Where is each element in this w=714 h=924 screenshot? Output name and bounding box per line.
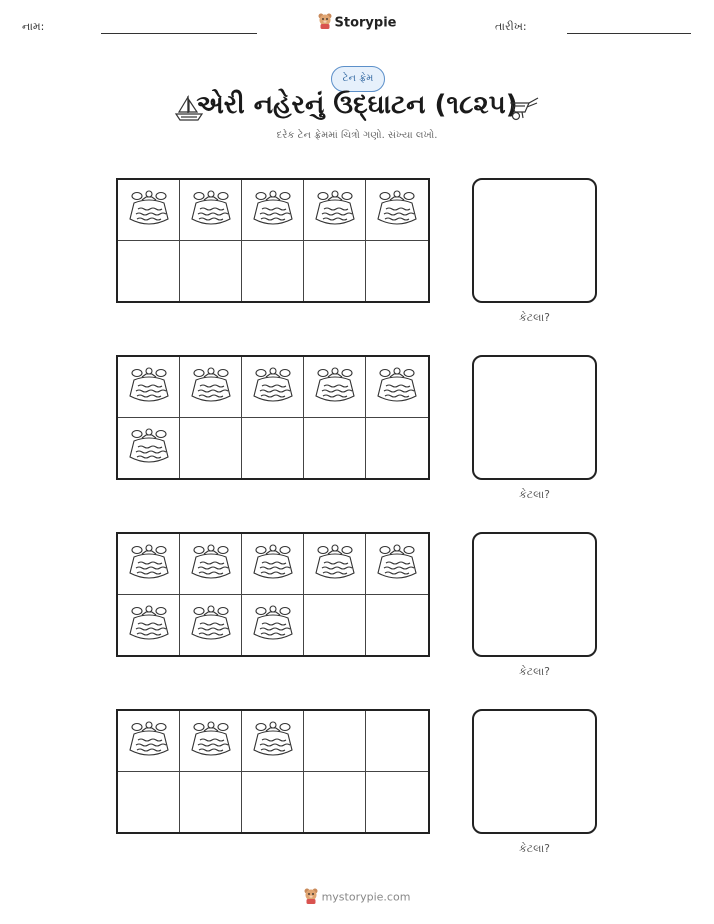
footer	[0, 888, 714, 907]
ten-frame-4	[116, 709, 430, 834]
bear-logo-icon	[318, 13, 332, 33]
frame-cell	[366, 772, 428, 833]
frame-cell	[366, 418, 428, 479]
basket-icon	[374, 541, 420, 587]
frame-cell	[366, 180, 428, 241]
frame-cell	[304, 711, 366, 772]
frame-cell	[366, 534, 428, 595]
answer-box-3[interactable]	[472, 532, 597, 657]
frame-cell	[304, 534, 366, 595]
date-field[interactable]	[567, 33, 691, 34]
frame-cell	[180, 241, 242, 302]
basket-icon	[374, 364, 420, 410]
answer-box-2[interactable]	[472, 355, 597, 480]
frame-cell	[304, 418, 366, 479]
how-many-prompt-3: કેટલા?	[518, 665, 551, 678]
basket-icon	[250, 364, 296, 410]
frame-cell	[118, 534, 180, 595]
frame-cell	[180, 534, 242, 595]
how-many-prompt-2: કેટલા?	[518, 488, 551, 501]
basket-icon	[126, 425, 172, 471]
basket-icon	[188, 541, 234, 587]
ten-frame-3	[116, 532, 430, 657]
frame-cell	[242, 357, 304, 418]
frame-cell	[242, 418, 304, 479]
frame-cell	[180, 418, 242, 479]
basket-icon	[374, 187, 420, 233]
frame-cell	[366, 241, 428, 302]
frame-cell	[304, 357, 366, 418]
basket-icon	[250, 541, 296, 587]
frame-cell	[180, 772, 242, 833]
basket-icon	[126, 718, 172, 764]
basket-icon	[126, 541, 172, 587]
basket-icon	[188, 187, 234, 233]
frame-cell	[180, 357, 242, 418]
name-label: નામ:	[22, 20, 45, 33]
page-title: એરી નહેરનું ઉદ્ઘાટન (૧૮૨૫)	[196, 90, 518, 120]
wheelbarrow-icon	[507, 95, 541, 125]
frame-cell	[366, 711, 428, 772]
how-many-prompt-1: કેટલા?	[518, 311, 551, 324]
basket-icon	[312, 541, 358, 587]
frame-cell	[180, 180, 242, 241]
date-label: તારીખ:	[495, 20, 527, 33]
frame-cell	[118, 357, 180, 418]
instructions: દરેક ટેન ફ્રેમમાં ચિત્રો ગણો. સંખ્યા લખો.	[276, 130, 438, 141]
worksheet-type-badge: ટેન ફ્રેમ	[331, 66, 385, 92]
frame-cell	[242, 595, 304, 656]
frame-cell	[366, 595, 428, 656]
frame-cell	[242, 534, 304, 595]
basket-icon	[312, 187, 358, 233]
frame-cell	[118, 180, 180, 241]
basket-icon	[188, 718, 234, 764]
frame-cell	[180, 711, 242, 772]
frame-cell	[304, 180, 366, 241]
frame-cell	[118, 772, 180, 833]
frame-cell	[366, 357, 428, 418]
frame-cell	[118, 711, 180, 772]
basket-icon	[250, 602, 296, 648]
brand	[0, 13, 714, 33]
frame-cell	[304, 241, 366, 302]
frame-cell	[242, 180, 304, 241]
bear-logo-icon	[304, 888, 318, 907]
frame-cell	[304, 772, 366, 833]
how-many-prompt-4: કેટલા?	[518, 842, 551, 855]
frame-cell	[242, 772, 304, 833]
ten-frame-1	[116, 178, 430, 303]
basket-icon	[312, 364, 358, 410]
ten-frame-2	[116, 355, 430, 480]
frame-cell	[304, 595, 366, 656]
basket-icon	[250, 187, 296, 233]
frame-cell	[118, 241, 180, 302]
footer-site: mystorypie.com	[321, 890, 411, 904]
basket-icon	[188, 602, 234, 648]
basket-icon	[188, 364, 234, 410]
basket-icon	[126, 364, 172, 410]
frame-cell	[242, 711, 304, 772]
frame-cell	[180, 595, 242, 656]
frame-cell	[118, 418, 180, 479]
frame-cell	[118, 595, 180, 656]
frame-cell	[242, 241, 304, 302]
answer-box-1[interactable]	[472, 178, 597, 303]
basket-icon	[250, 718, 296, 764]
name-field[interactable]	[101, 33, 257, 34]
brand-name: Storypie	[334, 15, 397, 31]
basket-icon	[126, 187, 172, 233]
basket-icon	[126, 602, 172, 648]
answer-box-4[interactable]	[472, 709, 597, 834]
